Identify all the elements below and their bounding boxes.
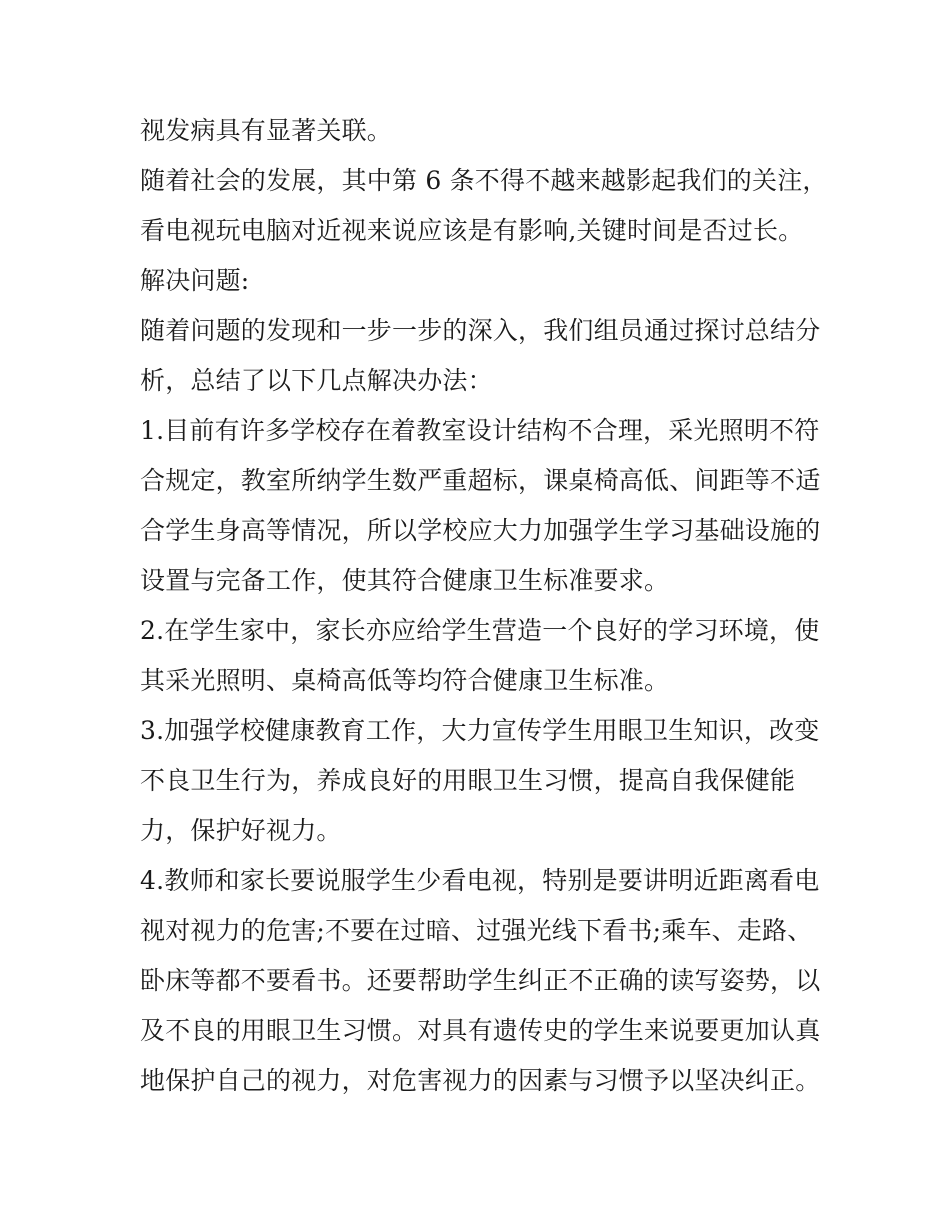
list-item-4-line: 地保护自己的视力，对危害视力的因素与习惯予以坚决纠正。	[140, 1066, 821, 1095]
list-item-3-line: 不良卫生行为，养成良好的用眼卫生习惯，提高自我保健能	[140, 766, 796, 795]
list-item-1-line: 合学生身高等情况，所以学校应大力加强学生学习基础设施的	[140, 516, 821, 545]
list-item-4-line: 及不良的用眼卫生习惯。对具有遗传史的学生来说要更加认真	[140, 1016, 821, 1045]
list-item-4-line: 4.教师和家长要说服学生少看电视，特别是要讲明近距离看电	[140, 866, 820, 895]
list-item-1-line: 设置与完备工作，使其符合健康卫生标准要求。	[140, 566, 670, 595]
document-body	[140, 106, 830, 1106]
list-item-3-line: 力，保护好视力。	[140, 816, 342, 845]
list-item-2-line: 2.在学生家中，家长亦应给学生营造一个良好的学习环境，使	[140, 616, 820, 645]
list-item-3-line: 3.加强学校健康教育工作，大力宣传学生用眼卫生知识，改变	[140, 716, 820, 745]
list-item-1-line: 1.目前有许多学校存在着教室设计结构不合理，采光照明不符	[140, 416, 820, 445]
list-item-2-line: 其采光照明、桌椅高低等均符合健康卫生标准。	[140, 666, 670, 695]
text-line: 析，总结了以下几点解决办法：	[140, 366, 493, 395]
text-line: 看电视玩电脑对近视来说应该是有影响,关键时间是否过长。	[140, 216, 804, 245]
text-line: 视发病具有显著关联。	[140, 116, 393, 145]
text-line: 随着社会的发展，其中第 6 条不得不越来越影起我们的关注，	[140, 166, 828, 195]
list-item-1-line: 合规定，教室所纳学生数严重超标，课桌椅高低、间距等不适	[140, 466, 821, 495]
section-heading: 解决问题:	[140, 266, 250, 295]
text-line: 随着问题的发现和一步一步的深入，我们组员通过探讨总结分	[140, 316, 821, 345]
list-item-4-line: 视对视力的危害;不要在过暗、过强光线下看书;乘车、走路、	[140, 916, 813, 945]
list-item-4-line: 卧床等都不要看书。还要帮助学生纠正不正确的读写姿势，以	[140, 966, 821, 995]
